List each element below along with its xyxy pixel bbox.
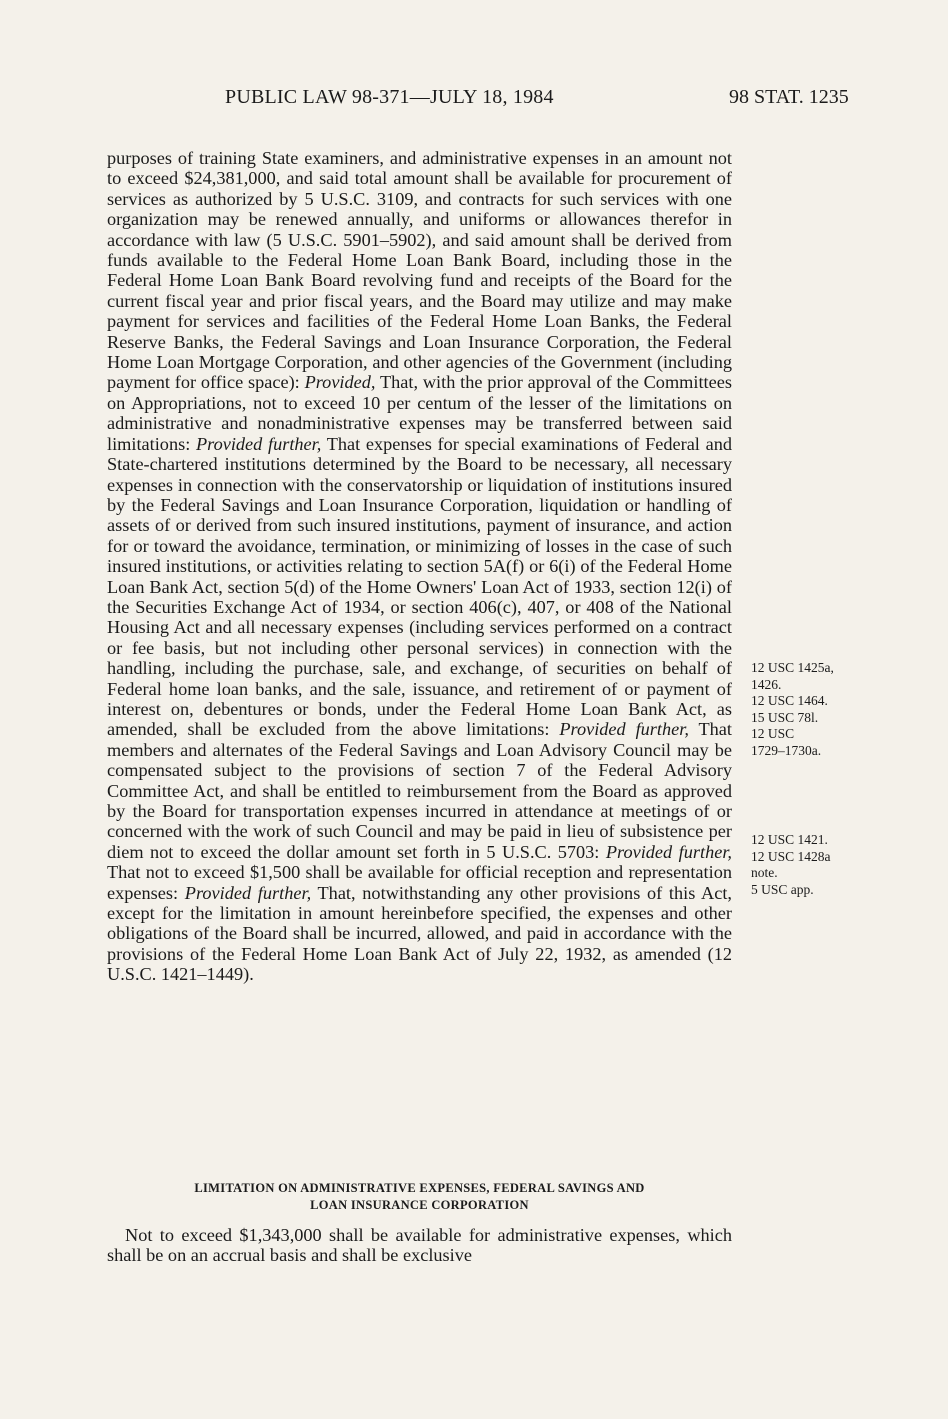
provided-clause-5: Provided further,	[184, 882, 312, 903]
margin-note: 12 USC 1425a,	[751, 660, 834, 675]
provided-clause-3: Provided further,	[559, 719, 689, 740]
page-header	[0, 86, 948, 116]
body-text-3: That expenses for special examinations of Federal and State-chartered institutions determined by the Board to be necessary, all necessary expenses in connection with the conservatorship or liquidation of institutions insured by the Federal Savings and Loan Insurance Corporation, liquidation or handling of assets of or derived from such insured institutions, payment of insurance, and action for or toward the avoidance, termination, or minimizing of losses in the case of such insured institutions, or activities relating to section 5A(f) or 6(i) of the Federal Home Loan Bank Act, section 5(d) of the Home Owners' Loan Act of 1933, section 12(i) of the Securities Exchange Act of 1934, or section 406(c), 407, or 408 of the National Housing Act and all necessary expenses (including services performed on a contract or fee basis, but not including other personal services) in connection with the handling, including the purchase, sale, and exchange, of securities on behalf of Federal home loan banks, and the sale, issuance, and retirement of or payment of interest on, debentures or bonds, under the Federal Home Loan Bank Act, as amended, shall be excluded from the above limitations:	[107, 433, 732, 740]
provided-clause-4: Provided further,	[605, 841, 732, 862]
running-head: PUBLIC LAW 98-371—JULY 18, 1984	[225, 86, 554, 108]
body-text-2: That, with the prior approval of the Committees on Appropriations, not to exceed 10 per centum of the lesser of the limitations on administrative and nonadministrative expenses may be transferred between said limitations:	[107, 372, 732, 454]
main-text	[107, 148, 732, 985]
margin-note: 12 USC 1421.	[751, 832, 828, 847]
body-text-5: That not to exceed $1,500 shall be available for official reception and representation expenses:	[107, 862, 732, 903]
margin-notes-group-2	[751, 832, 921, 898]
section-heading-line-2: LOAN INSURANCE CORPORATION	[310, 1198, 529, 1212]
margin-note: 12 USC 1428a	[751, 848, 831, 864]
statute-page-reference: 98 STAT. 1235	[729, 86, 849, 108]
provided-clause-2: Provided further,	[195, 433, 322, 454]
margin-note: 12 USC 1464.	[751, 693, 828, 708]
margin-note: 15 USC 78l.	[751, 709, 819, 725]
margin-note: note.	[751, 865, 778, 880]
margin-notes-group-1	[751, 660, 921, 759]
section-heading	[107, 1180, 732, 1214]
margin-note: 5 USC app.	[751, 881, 814, 897]
margin-note: 12 USC	[751, 726, 795, 741]
body-text-6: That, notwithstanding any other provisions of this Act, except for the limitation in amount hereinbefore specified, the expenses and other obligations of the Board shall be incurred, allowed, and paid in accordance with the provisions of the Federal Home Loan Bank Act of July 22, 1932, as amended (12 U.S.C. 1421–1449).	[107, 882, 732, 985]
provided-clause-1: Provided,	[304, 372, 376, 393]
margin-note: 1729–1730a.	[751, 742, 822, 758]
section-body-text: Not to exceed $1,343,000 shall be available for administrative expenses, which shall be on an accrual basis and shall be exclusive	[107, 1225, 732, 1266]
body-text-4: That members and alternates of the Federal Savings and Loan Advisory Council may be compensated subject to the provisions of section 7 of the Federal Advisory Committee Act, and shall be entitled to reimbursement from the Board as approved by the Board for transportation expenses incurred in attendance at meetings of or concerned with the work of such Council and may be paid in lieu of subsistence per diem not to exceed the dollar amount set forth in 5 U.S.C. 5703:	[107, 719, 732, 862]
body-text-1: purposes of training State examiners, and administrative expenses in an amount not to exceed $24,381,000, and said total amount shall be available for procurement of services as authorized by 5 U.S.C. 3109, and contracts for such services with one organization may be renewed annually, and uniforms or allowances therefor in accordance with law (5 U.S.C. 5901–5902), and said amount shall be derived from funds available to the Federal Home Loan Bank Board, including those in the Federal Home Loan Bank Board revolving fund and receipts of the Board for the current fiscal year and prior fiscal years, and the Board may utilize and may make payment for services and facilities of the Federal Home Loan Banks, the Federal Reserve Banks, the Federal Savings and Loan Insurance Corporation, the Federal Home Loan Mortgage Corporation, and other agencies of the Government (including payment for office space):	[107, 148, 732, 393]
body-paragraph	[107, 148, 732, 985]
section-heading-line-1: LIMITATION ON ADMINISTRATIVE EXPENSES, FEDERAL SAVINGS AND	[194, 1181, 645, 1195]
margin-note: 1426.	[751, 676, 782, 692]
